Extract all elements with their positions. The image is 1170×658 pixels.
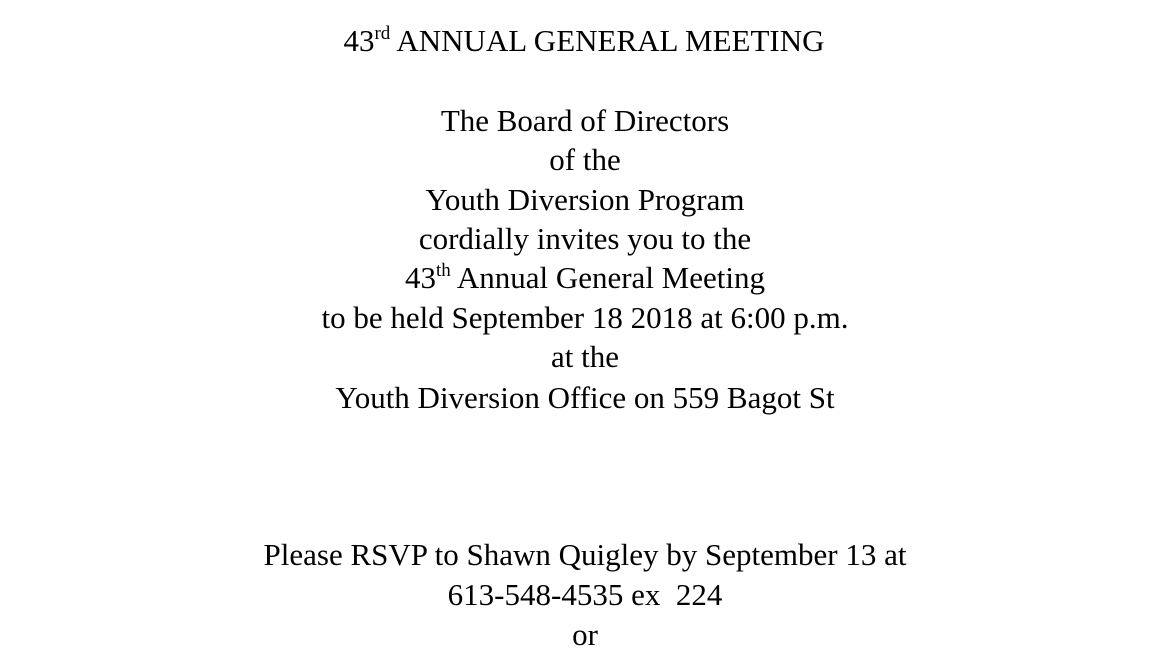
title-text: ANNUAL GENERAL MEETING (390, 23, 825, 58)
invitation-line-invites: cordially invites you to the (418, 221, 752, 256)
title-ordinal-suffix: rd (374, 23, 391, 44)
invitation-line-date: to be held September 18 2018 at 6:00 p.m. (321, 300, 849, 335)
invitation-line-location: Youth Diversion Office on 559 Bagot St (335, 380, 835, 415)
rsvp-line-contact: Please RSVP to Shawn Quigley by September 13 at (263, 537, 907, 572)
rsvp-line-phone: 613-548-4535 ex 224 (447, 577, 723, 612)
meeting-ordinal-suffix: th (436, 260, 451, 281)
invitation-line-of-the: of the (549, 142, 621, 177)
meeting-title (0, 23, 1169, 59)
rsvp-line-or: or (572, 617, 598, 652)
meeting-number: 43 (405, 260, 436, 295)
invitation-line-meeting (0, 260, 1170, 296)
invitation-line-at-the: at the (551, 339, 619, 374)
invitation-line-program: Youth Diversion Program (425, 182, 745, 217)
invitation-line-board: The Board of Directors (440, 103, 730, 138)
meeting-text: Annual General Meeting (450, 260, 765, 295)
title-number: 43 (343, 23, 375, 58)
